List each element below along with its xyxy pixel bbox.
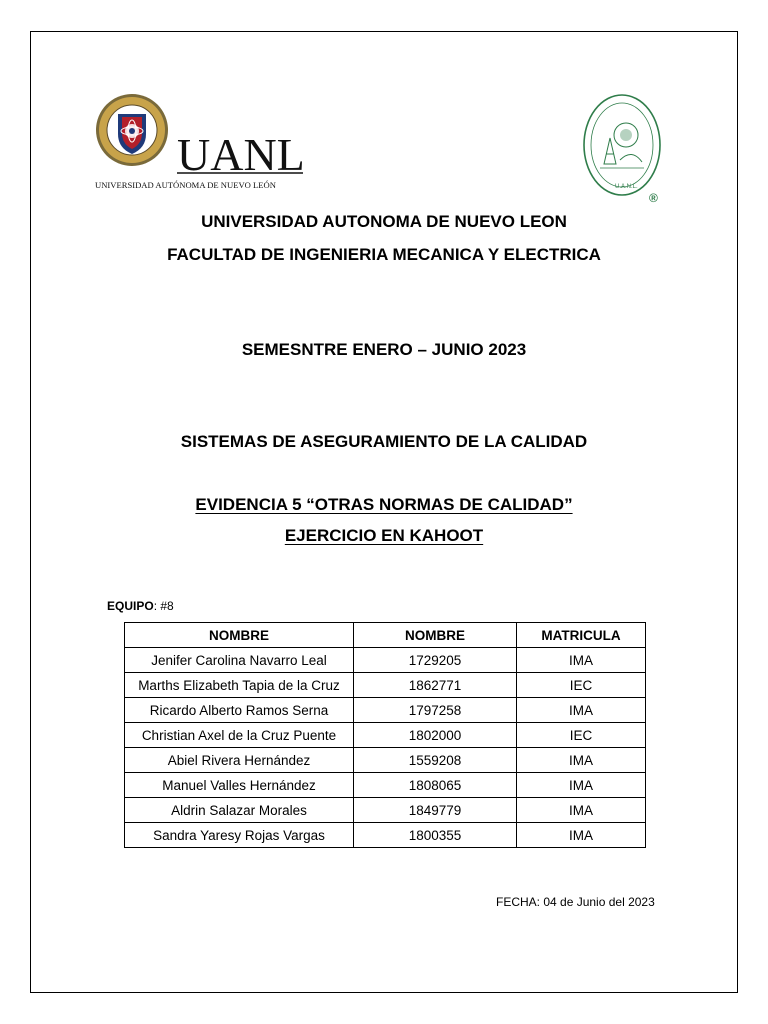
uanl-wordmark: UANL [177,129,305,180]
member-id: 1797258 [354,698,517,723]
member-name: Manuel Valles Hernández [125,773,354,798]
member-id: 1849779 [354,798,517,823]
member-id: 1802000 [354,723,517,748]
member-name: Sandra Yaresy Rojas Vargas [125,823,354,848]
fime-seal-icon [580,90,665,205]
table-row [125,798,646,823]
member-program: IEC [517,673,646,698]
registered-mark: ® [649,191,658,205]
exercise-title-text: EJERCICIO EN KAHOOT [284,526,484,545]
exercise-title [0,526,768,546]
table-row [125,673,646,698]
fime-logo [580,90,665,205]
fime-bottom-text: U.A.N.L. [615,184,638,190]
member-name: Ricardo Alberto Ramos Serna [125,698,354,723]
team-label-key: EQUIPO [107,599,154,613]
team-label [107,599,174,613]
evidence-title [0,495,768,515]
member-name: Abiel Rivera Hernández [125,748,354,773]
member-id: 1862771 [354,673,517,698]
table-row [125,823,646,848]
team-label-value: : #8 [153,599,174,613]
member-id: 1559208 [354,748,517,773]
member-name: Jenifer Carolina Navarro Leal [125,648,354,673]
member-name: Marths Elizabeth Tapia de la Cruz [125,673,354,698]
member-name: Christian Axel de la Cruz Puente [125,723,354,748]
member-program: IMA [517,773,646,798]
column-header-matricula: MATRICULA [517,623,646,648]
course-title: SISTEMAS DE ASEGURAMIENTO DE LA CALIDAD [180,432,588,451]
university-title: UNIVERSIDAD AUTONOMA DE NUEVO LEON [201,212,567,231]
table-row [125,773,646,798]
uanl-logo [95,90,310,195]
member-id: 1800355 [354,823,517,848]
semester-title: SEMESNTRE ENERO – JUNIO 2023 [241,340,527,359]
column-header-name-2: NOMBRE [354,623,517,648]
member-id: 1729205 [354,648,517,673]
column-header-name: NOMBRE [125,623,354,648]
member-program: IMA [517,648,646,673]
table-row [125,748,646,773]
table-header-row [125,623,646,648]
member-id: 1808065 [354,773,517,798]
member-program: IMA [517,698,646,723]
member-program: IMA [517,748,646,773]
team-table [124,622,646,848]
evidence-title-text: EVIDENCIA 5 “OTRAS NORMAS DE CALIDAD” [195,495,573,514]
table-row [125,648,646,673]
member-name: Aldrin Salazar Morales [125,798,354,823]
uanl-seal-icon [95,90,310,195]
member-program: IMA [517,798,646,823]
member-program: IEC [517,723,646,748]
table-row [125,723,646,748]
date-text: FECHA: 04 de Junio del 2023 [496,895,655,909]
uanl-subtitle: UNIVERSIDAD AUTÓNOMA DE NUEVO LEÓN [95,180,276,190]
member-program: IMA [517,823,646,848]
table-row [125,698,646,723]
faculty-title: FACULTAD DE INGENIERIA MECANICA Y ELECTRICA [167,245,601,264]
